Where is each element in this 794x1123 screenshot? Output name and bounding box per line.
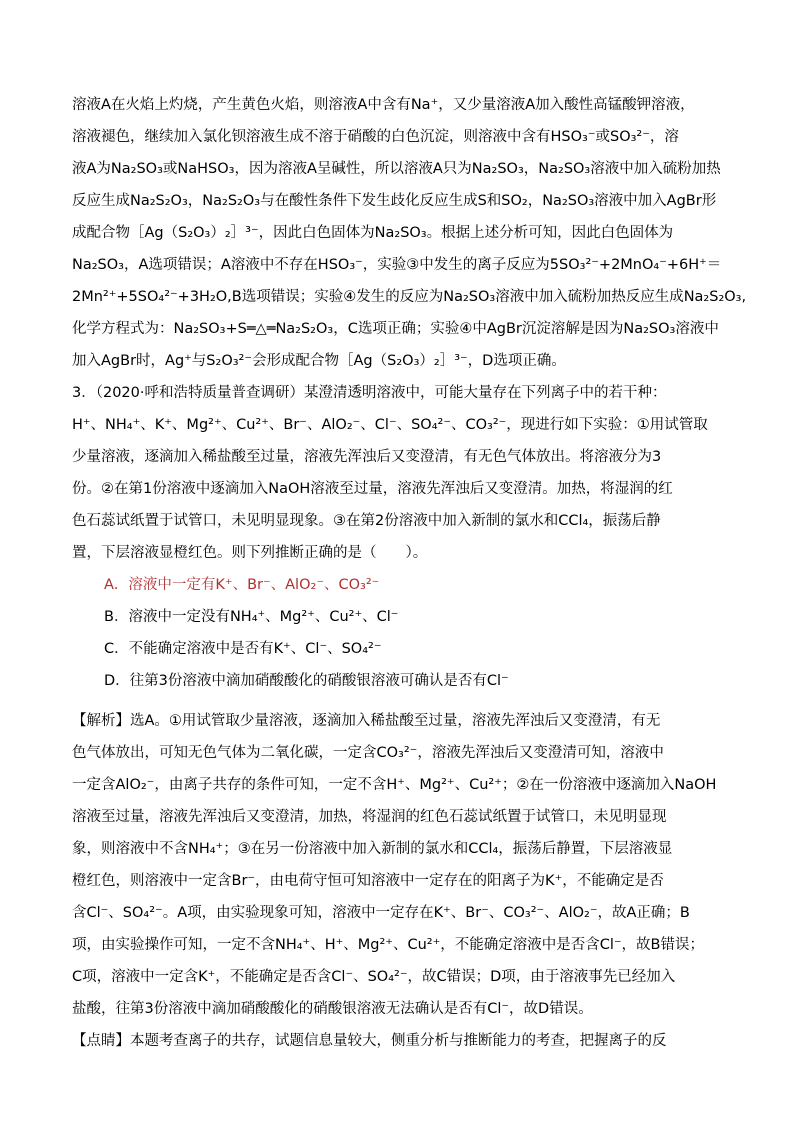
text-line: 色气体放出，可知无色气体为二氧化碳，一定含CO₃²⁻，溶液先浑浊后又变澄清可知，溶液中 [72,745,664,761]
text-line: 色石蕊试纸置于试管口，未见明显现象。③在第2份溶液中加入新制的氯水和CCl₄，振荡后静 [72,513,661,529]
analysis-line: 【解析】选A。①用试管取少量溶液，逐滴加入稀盐酸至过量，溶液先浑浊后又变澄清，有无 [72,713,661,729]
text-line: 一定含AlO₂⁻，由离子共存的条件可知，一定不含H⁺、Mg²⁺、Cu²⁺；②在一份溶液中逐滴加入NaOH [72,777,717,793]
text-line: 项，由实验操作可知，一定不含NH₄⁺、H⁺、Mg²⁺、Cu²⁺，不能确定溶液中是否含Cl⁻，故B错误； [72,937,704,953]
text-line: 含Cl⁻、SO₄²⁻。A项，由实验现象可知，溶液中一定存在K⁺、Br⁻、CO₃²⁻、AlO₂⁻，故A正确；B [72,905,690,921]
option-a: A．溶液中一定有K⁺、Br⁻、AlO₂⁻、CO₃²⁻ [104,577,380,593]
text-line: 加入AgBr时，Ag⁺与S₂O₃²⁻会形成配合物［Ag（S₂O₃）₂］³⁻，D选项正确。 [72,353,566,369]
text-line: 成配合物［Ag（S₂O₃）₂］³⁻，因此白色固体为Na₂SO₃。根据上述分析可知，因此白色固体为 [72,225,674,241]
option-d: D．往第3份溶液中滴加硝酸酸化的硝酸银溶液可确认是否有Cl⁻ [104,673,509,689]
text-line: 2Mn²⁺+5SO₄²⁻+3H₂O,B选项错误；实验④发生的反应为Na₂SO₃溶液中加入硫粉加热反应生成Na₂S₂O₃, [72,289,747,305]
option-b: B．溶液中一定没有NH₄⁺、Mg²⁺、Cu²⁺、Cl⁻ [104,609,399,625]
text-line: Na₂SO₃，A选项错误；A溶液中不存在HSO₃⁻，实验③中发生的离子反应为5SO₃²⁻+2MnO₄⁻+6H⁺＝ [72,257,722,273]
option-c: C．不能确定溶液中是否有K⁺、Cl⁻、SO₄²⁻ [104,641,382,657]
text-line: 份。②在第1份溶液中逐滴加入NaOH溶液至过量，溶液先浑浊后又变澄清。加热，将湿润的红 [72,481,673,497]
question-heading: 3．（2020·呼和浩特质量普查调研）某澄清透明溶液中，可能大量存在下列离子中的若干种： [72,385,667,401]
text-line: H⁺、NH₄⁺、K⁺、Mg²⁺、Cu²⁺、Br⁻、AlO₂⁻、Cl⁻、SO₄²⁻、CO₃²⁻，现进行如下实验：①用试管取 [72,417,708,433]
text-line: 橙红色，则溶液中一定含Br⁻，由电荷守恒可知溶液中一定存在的阳离子为K⁺，不能确定是否 [72,873,664,889]
text-line: 盐酸，往第3份溶液中滴加硝酸酸化的硝酸银溶液无法确认是否有Cl⁻，故D错误。 [72,1001,593,1017]
text-line: 象，则溶液中不含NH₄⁺；③在另一份溶液中加入新制的氯水和CCl₄，振荡后静置，下层溶液显 [72,841,673,857]
text-line: 置，下层溶液显橙红色。则下列推断正确的是（ ）。 [72,545,428,561]
text-line: 反应生成Na₂S₂O₃，Na₂S₂O₃与在酸性条件下发生歧化反应生成S和SO₂，Na₂SO₃溶液中加入AgBr形 [72,193,717,209]
text-line: 溶液褪色，继续加入氯化钡溶液生成不溶于硝酸的白色沉淀，则溶液中含有HSO₃⁻或SO₃²⁻，溶 [72,129,679,145]
text-line: 液A为Na₂SO₃或NaHSO₃，因为溶液A呈碱性，所以溶液A只为Na₂SO₃，Na₂SO₃溶液中加入硫粉加热 [72,161,721,177]
note-line: 【点睛】本题考查离子的共存，试题信息量较大，侧重分析与推断能力的考查，把握离子的反 [72,1033,667,1049]
text-line: C项，溶液中一定含K⁺，不能确定是否含Cl⁻、SO₄²⁻，故C错误；D项，由于溶液事先已经加入 [72,969,676,985]
text-line: 化学方程式为：Na₂SO₃+S═△═Na₂S₂O₃，C选项正确；实验④中AgBr沉淀溶解是因为Na₂SO₃溶液中 [72,321,719,337]
text-line: 溶液至过量，溶液先浑浊后又变澄清，加热，将湿润的红色石蕊试纸置于试管口，未见明显现 [72,809,667,825]
text-line: 少量溶液，逐滴加入稀盐酸至过量，溶液先浑浊后又变澄清，有无色气体放出。将溶液分为3 [72,449,662,465]
text-line: 溶液A在火焰上灼烧，产生黄色火焰，则溶液A中含有Na⁺，又少量溶液A加入酸性高锰酸钾溶液， [72,97,695,113]
